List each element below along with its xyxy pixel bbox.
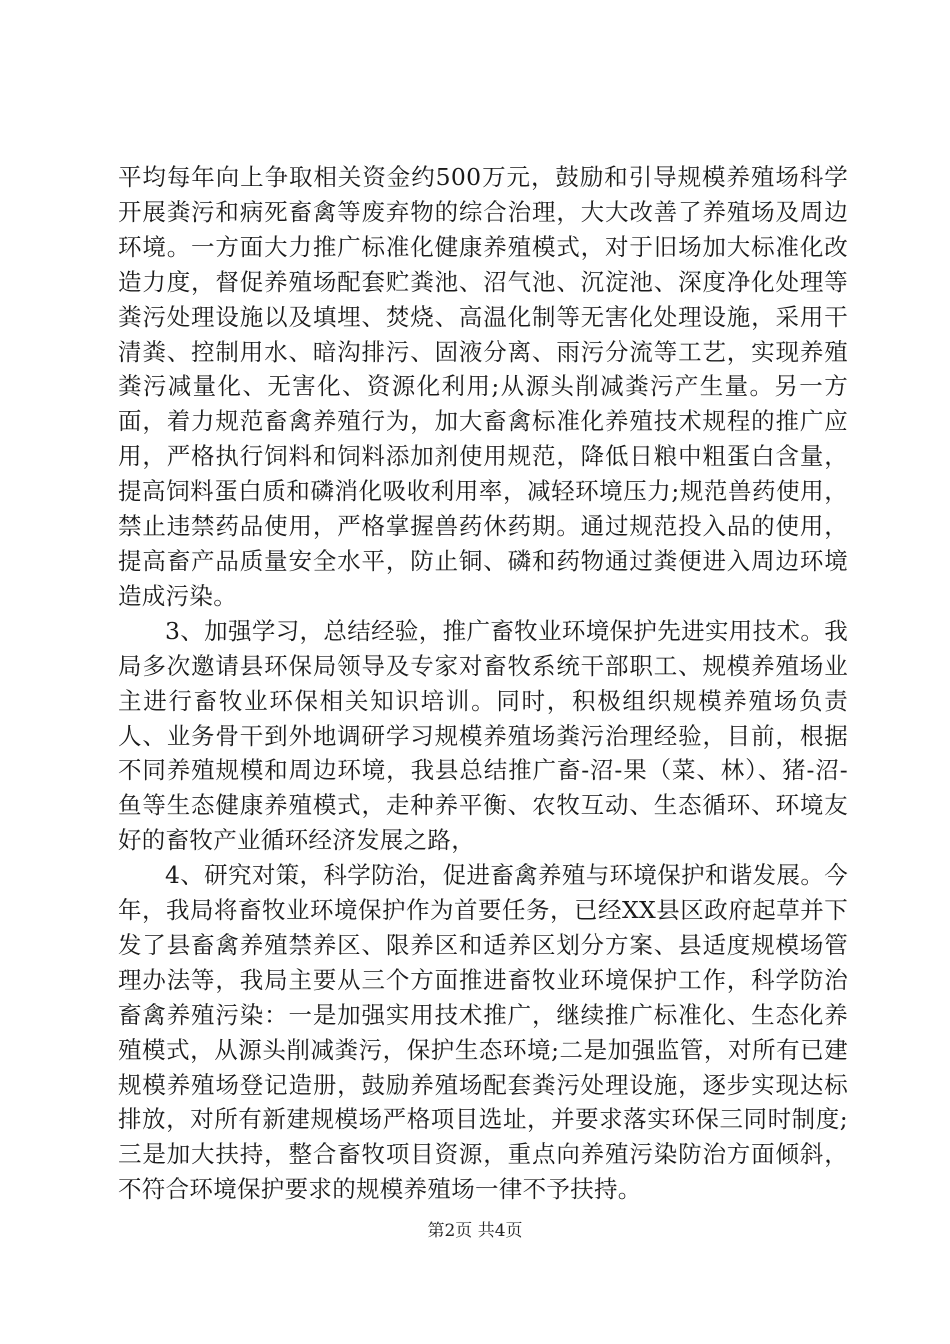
paragraph-section-3: 3、加强学习，总结经验，推广畜牧业环境保护先进实用技术。我局多次邀请县环保局领导及专家对畜牧系统干部职工、规模养殖场业主进行畜牧业环保相关知识培训。同时，积极组织规模养殖场负责人、业务骨干到外地调研学习规模养殖场粪污治理经验，目前，根据不同养殖规模和周边环境，我县总结推广畜-沼-果（菜、林）、猪-沼-鱼等生态健康养殖模式，走种养平衡、农牧互动、生态循环、环境友好的畜牧产业循环经济发展之路， [118,616,848,855]
page-footer [0,1216,950,1241]
document-body [118,160,848,1207]
paragraph-continuation: 平均每年向上争取相关资金约500万元，鼓励和引导规模养殖场科学开展粪污和病死畜禽等废弃物的综合治理，大大改善了养殖场及周边环境。一方面大力推广标准化健康养殖模式，对于旧场加大标准化改造力度，督促养殖场配套贮粪池、沼气池、沉淀池、深度净化处理等粪污处理设施以及填埋、焚烧、高温化制等无害化处理设施，采用干清粪、控制用水、暗沟排污、固液分离、雨污分流等工艺，实现养殖粪污减量化、无害化、资源化利用;从源头削减粪污产生量。另一方面，着力规范畜禽养殖行为，加大畜禽标准化养殖技术规程的推广应用，严格执行饲料和饲料添加剂使用规范，降低日粮中粗蛋白含量，提高饲料蛋白质和磷消化吸收利用率，减轻环境压力;规范兽药使用，禁止违禁药品使用，严格掌握兽药休药期。通过规范投入品的使用，提高畜产品质量安全水平，防止铜、磷和药物通过粪便进入周边环境造成污染。 [118,163,848,610]
paragraph-section-4: 4、研究对策，科学防治，促进畜禽养殖与环境保护和谐发展。今年，我局将畜牧业环境保护作为首要任务，已经XX县区政府起草并下发了县畜禽养殖禁养区、限养区和适养区划分方案、县适度规模场管理办法等，我局主要从三个方面推进畜牧业环境保护工作，科学防治畜禽养殖污染：一是加强实用技术推广，继续推广标准化、生态化养殖模式，从源头削减粪污，保护生态环境;二是加强监管，对所有已建规模养殖场登记造册，鼓励养殖场配套粪污处理设施，逐步实现达标排放，对所有新建规模场严格项目选址，并要求落实环保三同时制度;三是加大扶持，整合畜牧项目资源，重点向养殖污染防治方面倾斜，不符合环境保护要求的规模养殖场一律不予扶持。 [118,861,848,1204]
page-number-label: 第2页 共4页 [427,1221,523,1241]
